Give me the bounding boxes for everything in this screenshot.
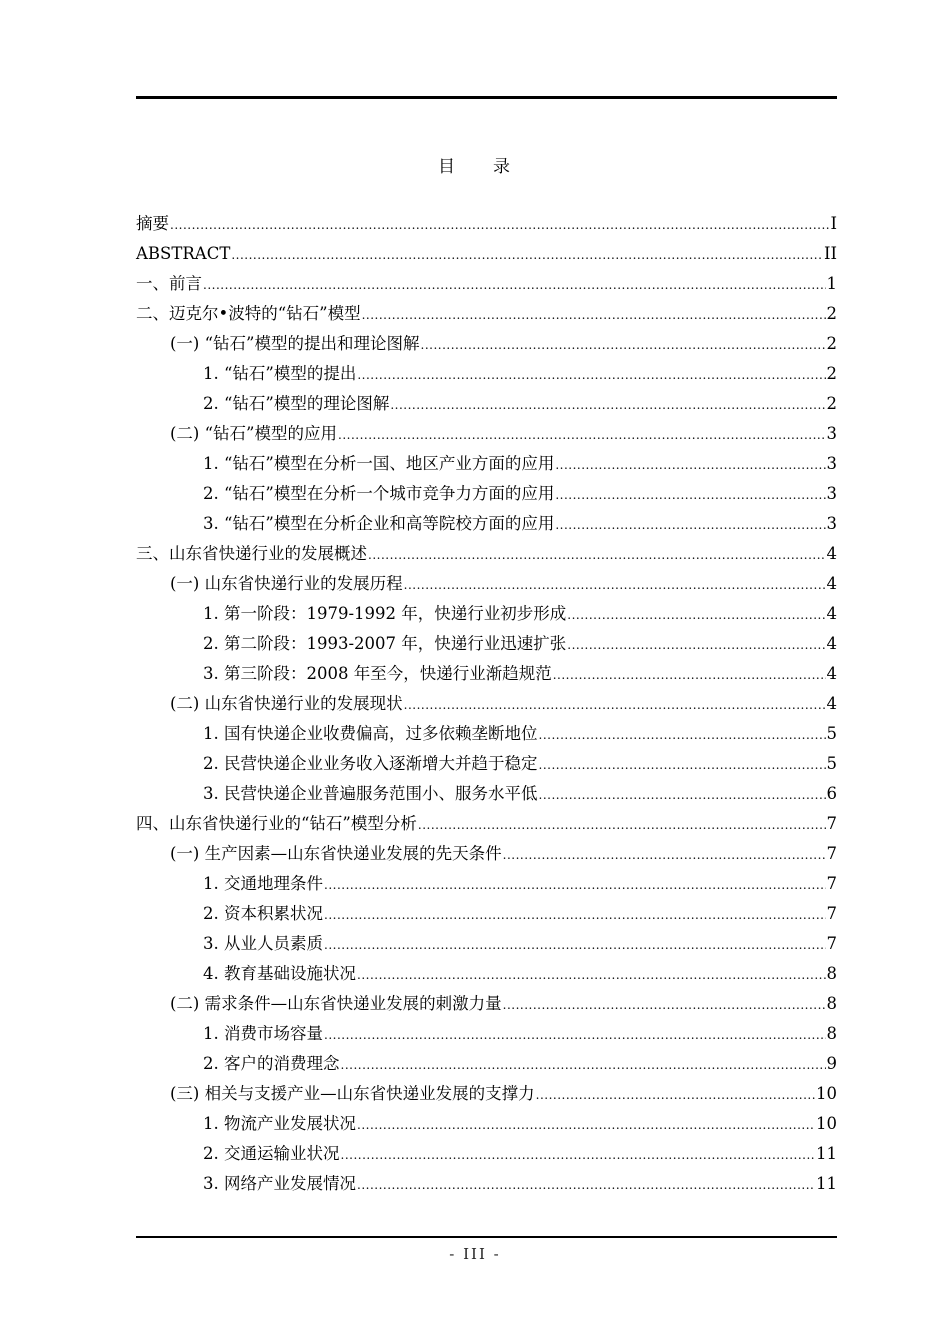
footer-rule bbox=[136, 1236, 837, 1238]
toc-entry[interactable] bbox=[136, 539, 837, 569]
toc-entry[interactable] bbox=[136, 1079, 837, 1109]
toc-dot-leader bbox=[536, 1080, 815, 1110]
toc-dot-leader bbox=[539, 720, 826, 750]
toc-entry-label: 二、迈克尔•波特的“钻石”模型 bbox=[136, 304, 361, 323]
header-rule bbox=[136, 96, 837, 99]
toc-entry-page: 7 bbox=[826, 874, 837, 893]
toc-entry-page: 7 bbox=[826, 814, 837, 833]
toc-entry-page: 8 bbox=[826, 994, 837, 1013]
toc-entry-page: 2 bbox=[826, 334, 837, 353]
toc-dot-leader bbox=[357, 960, 826, 990]
toc-entry-page: 7 bbox=[826, 934, 837, 953]
toc-entry-label: 1. 交通地理条件 bbox=[203, 874, 323, 893]
toc-entry-page: 9 bbox=[826, 1054, 837, 1073]
toc-entry[interactable] bbox=[136, 689, 837, 719]
toc-entry-label: 2. “钻石”模型的理论图解 bbox=[203, 394, 390, 413]
toc-entry-label: 2. 交通运输业状况 bbox=[203, 1144, 340, 1163]
toc-entry-label: 3. 从业人员素质 bbox=[203, 934, 323, 953]
toc-dot-leader bbox=[324, 930, 826, 960]
toc-entry-label: 3. 第三阶段：2008 年至今，快递行业渐趋规范 bbox=[203, 664, 552, 683]
toc-entry-page: 1 bbox=[826, 274, 837, 293]
toc-dot-leader bbox=[203, 270, 826, 300]
toc-entry-label: 3. 民营快递企业普遍服务范围小、服务水平低 bbox=[203, 784, 538, 803]
table-of-contents bbox=[136, 209, 837, 1199]
toc-entry[interactable] bbox=[136, 989, 837, 1019]
toc-entry-page: 3 bbox=[826, 454, 837, 473]
toc-entry[interactable] bbox=[136, 239, 837, 269]
toc-entry-page: 6 bbox=[826, 784, 837, 803]
toc-dot-leader bbox=[324, 900, 826, 930]
toc-dot-leader bbox=[231, 240, 823, 270]
toc-entry-label: 2. 民营快递企业业务收入逐渐增大并趋于稳定 bbox=[203, 754, 538, 773]
toc-entry[interactable] bbox=[136, 569, 837, 599]
toc-entry-page: 3 bbox=[826, 514, 837, 533]
toc-entry-label: 1. 国有快递企业收费偏高，过多依赖垄断地位 bbox=[203, 724, 538, 743]
toc-dot-leader bbox=[357, 360, 825, 390]
toc-entry[interactable] bbox=[136, 719, 837, 749]
toc-entry-page: 4 bbox=[826, 604, 837, 623]
toc-entry-page: 4 bbox=[826, 694, 837, 713]
toc-dot-leader bbox=[341, 1140, 816, 1170]
toc-entry-label: (二) 需求条件—山东省快递业发展的刺激力量 bbox=[170, 994, 502, 1013]
page-title bbox=[0, 152, 950, 177]
toc-entry[interactable] bbox=[136, 269, 837, 299]
toc-entry-page: 5 bbox=[826, 724, 837, 743]
toc-dot-leader bbox=[357, 1110, 815, 1140]
toc-entry-label: 3. 网络产业发展情况 bbox=[203, 1174, 356, 1193]
toc-entry[interactable] bbox=[136, 599, 837, 629]
toc-dot-leader bbox=[421, 330, 826, 360]
toc-dot-leader bbox=[555, 450, 825, 480]
toc-entry-label: 一、前言 bbox=[136, 274, 202, 293]
toc-entry-page: 2 bbox=[826, 394, 837, 413]
toc-dot-leader bbox=[170, 210, 829, 240]
toc-dot-leader bbox=[324, 1020, 826, 1050]
toc-entry[interactable] bbox=[136, 749, 837, 779]
toc-dot-leader bbox=[555, 510, 825, 540]
toc-entry[interactable] bbox=[136, 959, 837, 989]
toc-entry-label: 1. 第一阶段：1979-1992 年，快递行业初步形成 bbox=[203, 604, 567, 623]
toc-entry[interactable] bbox=[136, 779, 837, 809]
toc-entry-page: 10 bbox=[816, 1084, 837, 1103]
toc-entry-page: 4 bbox=[826, 544, 837, 563]
toc-dot-leader bbox=[404, 690, 826, 720]
toc-entry[interactable] bbox=[136, 389, 837, 419]
toc-entry-label: (三) 相关与支援产业—山东省快递业发展的支撑力 bbox=[170, 1084, 535, 1103]
toc-entry-page: 8 bbox=[826, 964, 837, 983]
toc-entry-label: 1. “钻石”模型在分析一国、地区产业方面的应用 bbox=[203, 454, 555, 473]
toc-entry-label: (一) “钻石”模型的提出和理论图解 bbox=[170, 334, 420, 353]
toc-entry-page: 5 bbox=[826, 754, 837, 773]
toc-entry-label: (二) 山东省快递行业的发展现状 bbox=[170, 694, 403, 713]
toc-dot-leader bbox=[555, 480, 825, 510]
toc-entry-page: 2 bbox=[826, 304, 837, 323]
toc-entry-page: II bbox=[823, 244, 837, 263]
toc-entry-label: 4. 教育基础设施状况 bbox=[203, 964, 356, 983]
toc-entry[interactable] bbox=[136, 1019, 837, 1049]
toc-dot-leader bbox=[338, 420, 826, 450]
toc-dot-leader bbox=[503, 990, 826, 1020]
toc-dot-leader bbox=[357, 1170, 815, 1200]
toc-entry[interactable] bbox=[136, 479, 837, 509]
toc-entry[interactable] bbox=[136, 839, 837, 869]
toc-entry[interactable] bbox=[136, 929, 837, 959]
toc-entry-label: 三、山东省快递行业的发展概述 bbox=[136, 544, 367, 563]
toc-dot-leader bbox=[539, 750, 826, 780]
toc-dot-leader bbox=[567, 630, 825, 660]
toc-entry-label: 摘要 bbox=[136, 214, 169, 233]
toc-entry[interactable] bbox=[136, 1139, 837, 1169]
toc-entry[interactable] bbox=[136, 209, 837, 239]
page-number: - III - bbox=[449, 1245, 501, 1263]
toc-entry-page: 11 bbox=[816, 1174, 837, 1193]
toc-dot-leader bbox=[368, 540, 826, 570]
page-title-char-2: 录 bbox=[493, 157, 512, 177]
toc-dot-leader bbox=[324, 870, 826, 900]
toc-entry-page: 3 bbox=[826, 484, 837, 503]
toc-entry[interactable] bbox=[136, 899, 837, 929]
toc-entry[interactable] bbox=[136, 509, 837, 539]
toc-entry-label: 1. 物流产业发展状况 bbox=[203, 1114, 356, 1133]
toc-entry[interactable] bbox=[136, 419, 837, 449]
toc-entry-page: 7 bbox=[826, 844, 837, 863]
toc-entry-page: 10 bbox=[816, 1114, 837, 1133]
toc-dot-leader bbox=[390, 390, 825, 420]
toc-entry-label: 2. 资本积累状况 bbox=[203, 904, 323, 923]
toc-entry[interactable] bbox=[136, 359, 837, 389]
toc-entry-page: 4 bbox=[826, 664, 837, 683]
toc-entry-label: (一) 生产因素—山东省快递业发展的先天条件 bbox=[170, 844, 502, 863]
toc-dot-leader bbox=[553, 660, 826, 690]
toc-entry[interactable] bbox=[136, 629, 837, 659]
toc-entry-label: 3. “钻石”模型在分析企业和高等院校方面的应用 bbox=[203, 514, 555, 533]
toc-entry-label: 2. 客户的消费理念 bbox=[203, 1054, 340, 1073]
toc-dot-leader bbox=[539, 780, 826, 810]
toc-dot-leader bbox=[418, 810, 826, 840]
toc-entry[interactable] bbox=[136, 659, 837, 689]
toc-entry-page: 2 bbox=[826, 364, 837, 383]
toc-entry-page: 8 bbox=[826, 1024, 837, 1043]
toc-entry[interactable] bbox=[136, 809, 837, 839]
toc-dot-leader bbox=[503, 840, 826, 870]
toc-dot-leader bbox=[404, 570, 826, 600]
toc-entry-label: 2. “钻石”模型在分析一个城市竞争力方面的应用 bbox=[203, 484, 555, 503]
toc-entry-label: 1. “钻石”模型的提出 bbox=[203, 364, 357, 383]
toc-entry-page: 4 bbox=[826, 634, 837, 653]
toc-entry-page: 3 bbox=[826, 424, 837, 443]
toc-entry[interactable] bbox=[136, 1049, 837, 1079]
toc-dot-leader bbox=[362, 300, 826, 330]
toc-entry[interactable] bbox=[136, 299, 837, 329]
toc-entry-page: 7 bbox=[826, 904, 837, 923]
toc-entry[interactable] bbox=[136, 329, 837, 359]
toc-dot-leader bbox=[567, 600, 825, 630]
toc-entry[interactable] bbox=[136, 1169, 837, 1199]
toc-entry-page: 11 bbox=[816, 1144, 837, 1163]
toc-entry-label: 1. 消费市场容量 bbox=[203, 1024, 323, 1043]
toc-entry-page: I bbox=[830, 214, 837, 233]
page-title-char-1: 目 bbox=[438, 157, 457, 177]
toc-entry-page: 4 bbox=[826, 574, 837, 593]
toc-entry-label: ABSTRACT bbox=[136, 244, 231, 263]
toc-entry[interactable] bbox=[136, 1109, 837, 1139]
toc-entry[interactable] bbox=[136, 449, 837, 479]
toc-dot-leader bbox=[341, 1050, 826, 1080]
toc-entry[interactable] bbox=[136, 869, 837, 899]
toc-entry-label: 四、山东省快递行业的“钻石”模型分析 bbox=[136, 814, 417, 833]
toc-entry-label: (一) 山东省快递行业的发展历程 bbox=[170, 574, 403, 593]
toc-entry-label: (二) “钻石”模型的应用 bbox=[170, 424, 337, 443]
toc-entry-label: 2. 第二阶段：1993-2007 年，快递行业迅速扩张 bbox=[203, 634, 567, 653]
